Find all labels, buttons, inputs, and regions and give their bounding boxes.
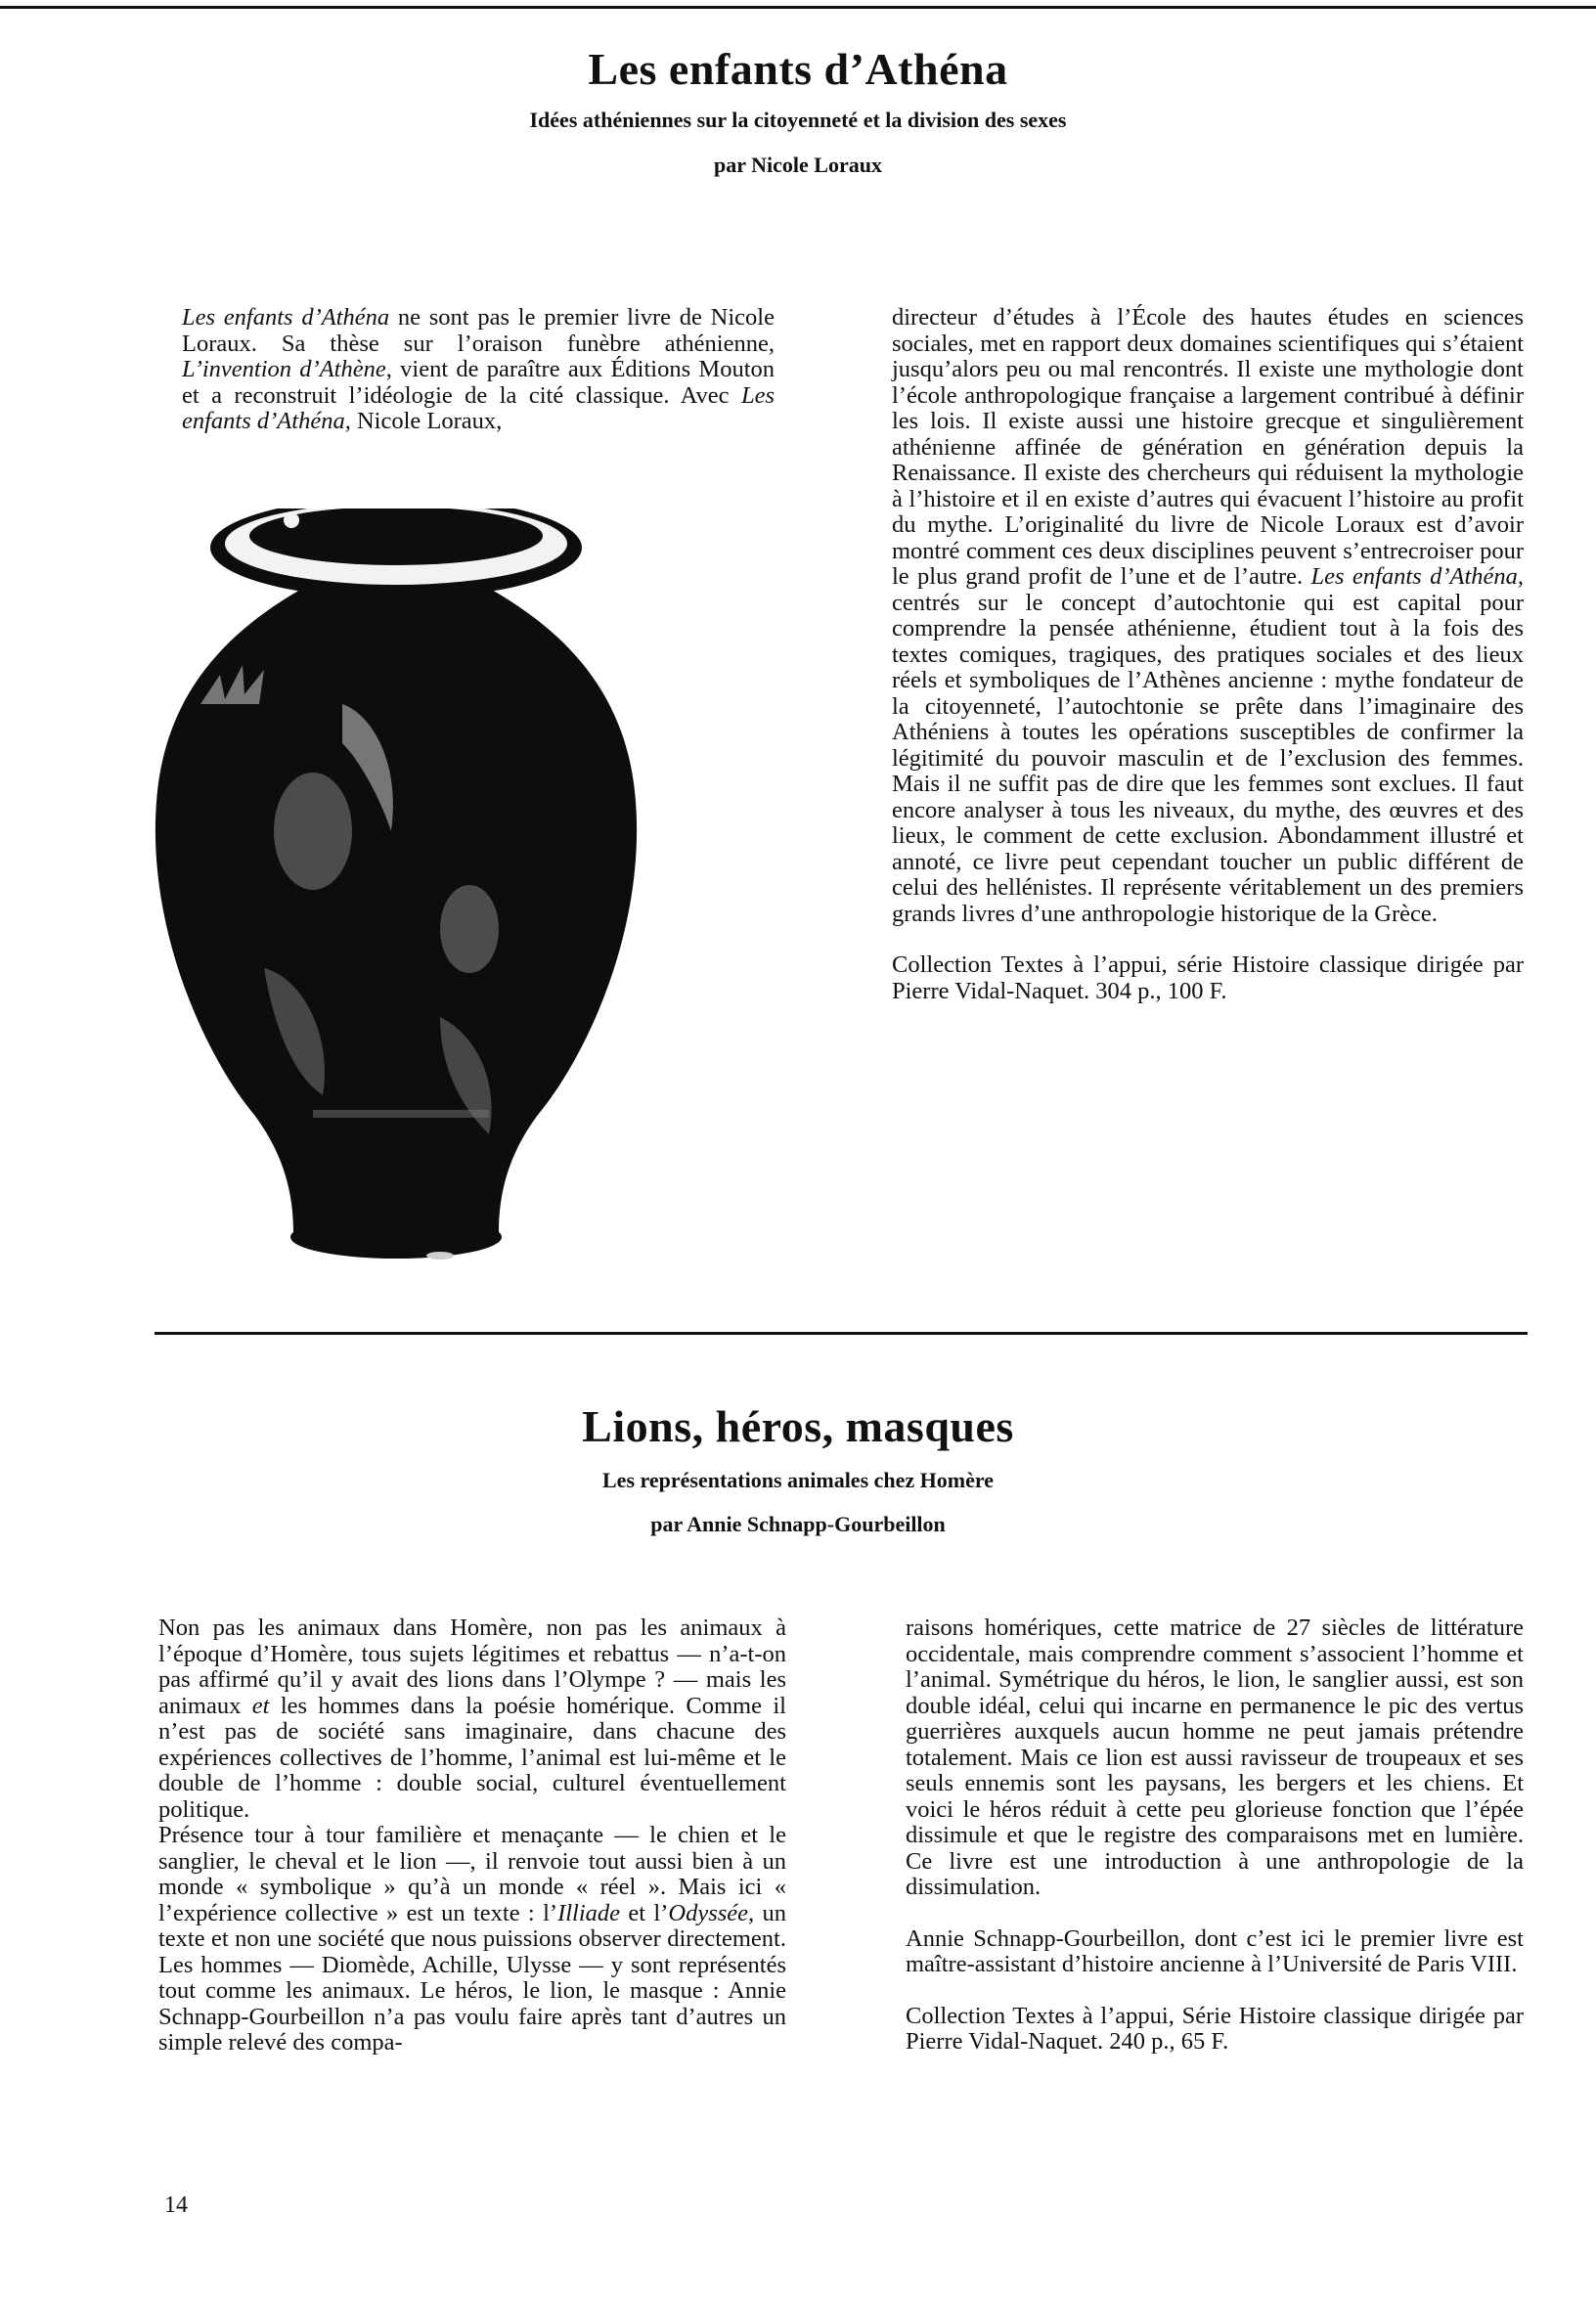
text-run: un texte et non une société que nous puissions observer directement. Les hommes — Diomède, Achille, Ulysse — y sont représentés tout comme les animaux. Le héros, le lion, le masque : Annie Schnapp-Gourbeillon n’a pas voulu faire après tant d’autres un simple relevé des compa- bbox=[158, 1899, 786, 2056]
greek-vase-icon bbox=[147, 509, 645, 1271]
vase-foot bbox=[290, 1216, 502, 1259]
article2-byline: par Annie Schnapp-Gourbeillon bbox=[650, 1512, 946, 1536]
article2-author-note: Annie Schnapp-Gourbeillon, dont c’est ici le premier livre est maître-assistant d’histoire ancienne à l’Université de Paris VIII. bbox=[906, 1924, 1524, 1977]
article1-left-paragraph bbox=[182, 305, 775, 435]
text-run: centrés sur le concept d’autochtonie qui est capital pour comprendre la pensée athénienne, étudient tout à la fois des textes comiques, tragiques, des pratiques sociales et des lieux réels et symboliques de l’Athènes ancienne : mythe fondateur de la citoyenneté, l’autochtonie se prête dans l’imaginaire des Athéniens à toutes les opérations susceptibles de confirmer la légitimité du pouvoir masculin et de l’exclusion des femmes. Mais il ne suffit pas de dire que les femmes sont exclues. Il faut encore analyser à tous les niveaux, du mythe, des œuvres et des lieux, le comment de cette exclusion. Abondamment illustré et annoté, ce livre peut cependant toucher un public différent de celui des hellénistes. Il représente véritablement un des premiers grands livres d’une anthropologie historique de la Grèce. bbox=[892, 589, 1524, 927]
article2-right-column bbox=[906, 1615, 1524, 2056]
article1-byline: par Nicole Loraux bbox=[714, 153, 882, 177]
text-run: directeur d’études à l’École des hautes études en sciences sociales, met en rapport deux domaines scientifiques qui s’étaient jusqu’alors peu ou mal rencontrés. Il existe une mythologie dont l’école anthropologique française a largement contribué à définir les lois. Il existe aussi une histoire grecque et singulièrement athénienne affinée de génération en génération depuis la Renaissance. Il existe des chercheurs qui réduisent la mythologie à l’histoire et il en existe d’autres qui évacuent l’histoire au profit du mythe. L’originalité du livre de Nicole Loraux est d’avoir montré comment ces deux disciplines peuvent s’entrecroiser pour le plus grand profit de l’une et de l’autre. bbox=[892, 304, 1524, 590]
top-rule bbox=[0, 6, 1596, 9]
ground-line bbox=[313, 1110, 489, 1118]
article2-left-paragraph-2 bbox=[158, 1823, 786, 2057]
vase-illustration bbox=[147, 509, 645, 1271]
page-number: 14 bbox=[164, 2192, 188, 2218]
text-run: ne sont pas le premier livre de Nicole Loraux. Sa thèse sur l’oraison funèbre athénienne, bbox=[182, 304, 775, 357]
book-title-italic: Illiade bbox=[557, 1899, 621, 1926]
article1-right-column bbox=[892, 305, 1524, 1004]
book-title-italic: Les enfants d’Athéna, bbox=[1310, 563, 1524, 590]
vase-foot-highlight bbox=[426, 1252, 454, 1260]
vase-body bbox=[155, 567, 637, 1232]
figure-right bbox=[440, 885, 499, 973]
book-title-italic: Les enfants d’Athéna, bbox=[182, 381, 775, 434]
text-run: Présence tour à tour familière et menaçante — le chien et le sanglier, le cheval et le lion —, il renvoie tout aussi bien à un monde « symbolique » qu’à un monde « réel ». Mais ici « l’expérience collective » est un texte : l’ bbox=[158, 1822, 786, 1926]
article2-collection-info: Collection Textes à l’appui, Série Histoire classique dirigée par Pierre Vidal-Naquet. 240 p., 65 F. bbox=[906, 2002, 1524, 2055]
article2-left-column bbox=[158, 1615, 786, 2057]
book-title-italic: Odyssée, bbox=[668, 1899, 755, 1926]
text-run: Non pas les animaux dans Homère, non pas les animaux à l’époque d’Homère, tous sujets légitimes et rebattus — n’a-t-on pas affirmé qu’il y avait des lions dans l’Olympe ? — mais les animaux bbox=[158, 1614, 786, 1719]
article1-collection-info: Collection Textes à l’appui, série Histoire classique dirigée par Pierre Vidal-Naquet. 304 p., 100 F. bbox=[892, 951, 1524, 1004]
vase-handle-highlight bbox=[284, 512, 299, 528]
article1-left-column bbox=[182, 305, 775, 435]
book-title-italic: Les enfants d’Athéna bbox=[182, 304, 390, 331]
article1-subtitle: Idées athéniennes sur la citoyenneté et la division des sexes bbox=[529, 108, 1067, 132]
article2-subtitle: Les représentations animales chez Homère bbox=[602, 1468, 994, 1492]
figure-left bbox=[274, 773, 352, 890]
text-run: vient de paraître aux Éditions Mouton et a reconstruit l’idéologie de la cité classique. Avec bbox=[182, 356, 775, 409]
italic-word: et bbox=[251, 1692, 270, 1719]
text-run: Nicole Loraux, bbox=[350, 408, 503, 434]
text-run: les hommes dans la poésie homérique. Comme il n’est pas de société sans imaginaire, dans chacune des expériences collectives de l’homme, l’animal est lui-même et le double de l’homme : double social, culturel éventuellement politique. bbox=[158, 1692, 786, 1823]
book-title-italic: L’invention d’Athène, bbox=[182, 356, 392, 382]
article2-left-paragraph-1 bbox=[158, 1615, 786, 1823]
article1-title: Les enfants d’Athéna bbox=[588, 44, 1008, 94]
article2-title: Lions, héros, masques bbox=[582, 1401, 1014, 1451]
text-run: et l’ bbox=[620, 1899, 669, 1926]
article1-right-paragraph bbox=[892, 305, 1524, 927]
article2-right-paragraph: raisons homériques, cette matrice de 27 siècles de littérature occidentale, mais comprendre comment s’associent l’homme et l’animal. Symétrique du héros, le lion, le sanglier aussi, est son double idéal, celui qui incarne en permanence le pic des vertus guerrières auxquels aucun homme ne peut jamais prétendre totalement. Mais ce lion est aussi ravisseur de troupeaux et ses seuls ennemis sont les paysans, les bergers et les chiens. Et voici le héros réduit à cette peu glorieuse fonction que l’épée dissimule et que le registre des comparaisons met en lumière. Ce livre est une introduction à une anthropologie de la dissimulation. bbox=[906, 1614, 1524, 1900]
section-divider bbox=[155, 1332, 1528, 1335]
